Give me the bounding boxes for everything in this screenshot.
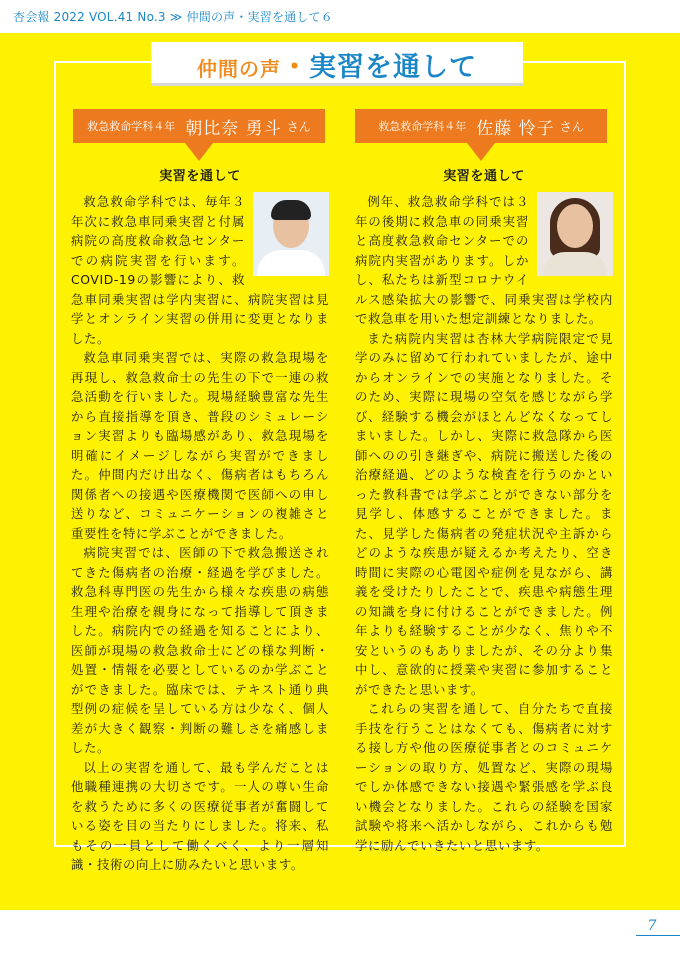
title-separator: ・ <box>281 52 309 83</box>
paragraph: 救急車同乗実習では、実際の救急現場を再現し、救急救命士の先生の下で一連の救急活動を行いました。現場経験豊富な先生から直接指導を頂き、普段のシミュレーション実習よりも臨場感があり、救急現場を明確にイメージしながら実習ができました。仲間内だけ出なく、傷病者はもちろん関係者への接遇や医療機関で医師への申し送りなど、コミュニケーションの複雑さと重要性を特に学ぶことができました。 <box>71 350 329 541</box>
nameplate-right <box>355 109 607 143</box>
portrait-photo <box>253 192 329 276</box>
title-part2: 実習を通して <box>309 52 477 83</box>
running-header: 杏会報 2022 VOL.41 No.3 ≫ 仲間の声・実習を通して６ <box>13 10 333 24</box>
department-label: 救急救命学科４年 <box>87 120 176 133</box>
honorific: さん <box>559 119 584 134</box>
nameplate-left <box>73 109 325 143</box>
page-title <box>197 45 477 84</box>
title-part1: 仲間の声 <box>197 57 281 81</box>
portrait-body <box>543 252 607 276</box>
portrait-photo <box>537 192 613 276</box>
paragraph: 病院実習では、医師の下で救急搬送されてきた傷病者の治療・経過を学びました。救急科専門医の先生から様々な疾患の病態生理や治療を親身になって指導して頂きました。病院内での経過を知ることにより、医師が現場の救急救命士にどの様な判断・処置・情報を必要としているのか学ぶことができました。臨床では、テキスト通り典型例の症候を呈している方は少なく、個人差が大きく観察・判断の難しさを痛感しました。 <box>71 545 329 755</box>
footer-rule <box>636 935 680 936</box>
student-name: 佐藤 怜子 <box>476 118 555 139</box>
portrait-body <box>257 250 325 276</box>
article-left <box>71 168 329 875</box>
paragraph: これらの実習を通して、自分たちで直接手技を行うことはなくても、傷病者に対する接し方や他の医療従事者とのコミュニケーションの取り方、処置など、実際の現場でしか体感できない接遇や緊張感を学ぶ良い機会となりました。これらの経験を国家試験や将来へ活かしながら、これからも勉学に励んでいきたいと思います。 <box>355 701 613 853</box>
title-box <box>151 42 523 86</box>
department-label: 救急救命学科４年 <box>378 120 467 133</box>
article-heading: 実習を通して <box>443 169 525 184</box>
portrait-face <box>557 204 593 248</box>
article-heading: 実習を通して <box>159 169 241 184</box>
paragraph: 以上の実習を通して、最も学んだことは他職種連携の大切さです。一人の尊い生命を救うために多くの医療従事者が奮闘している姿を目の当たりにしました。将来、私もその一員として働くべく、より一層知識・技術の向上に励みたいと思います。 <box>71 759 329 872</box>
portrait-hair <box>271 200 311 220</box>
page-number: 7 <box>647 918 657 934</box>
article-right <box>355 168 613 855</box>
paragraph: 例年、救急救命学科では３年の後期に救急車の同乗実習と高度救急救命センターでの病院内実習があります。しかし、私たちは新型コロナウイルス感染拡大の影響で、同乗実習は学校内で救急車を用いた想定訓練となりました。 <box>355 194 613 326</box>
paragraph: 救急救命学科では、毎年３年次に救急車同乗実習と付属病院の高度救命救急センターでの病院実習を行います。COVID-19の影響により、救急車同乗実習は学内実習に、病院実習は見学とオンライン実習の併用に変更となりました。 <box>71 194 329 346</box>
paragraph: また病院内実習は杏林大学病院限定で見学のみに留めて行われていましたが、途中からオンラインでの実施となりました。そのため、実際に現場の空気を感じながら学び、経験する機会がほとんどなくなってしまいました。しかし、実際に救急隊から医師へのの引き継ぎや、病院に搬送した後の治療経過、どのような検査を行うのかといった教科書では学ぶことができない部分を見学し、体感することができました。また、見学した傷病者の発症状況や主訴からどのような疾患が疑えるか考えたり、空き時間に実際の心電図や症例を見ながら、講義を受けたりしたことで、疾患や病態生理の知識を身に付けることができました。例年よりも経験することが少なく、焦りや不安というのもありましたが、その分より集中し、意欲的に授業や実習に参加することができたと思います。 <box>355 330 613 697</box>
student-name: 朝比奈 勇斗 <box>185 118 282 139</box>
honorific: さん <box>286 119 311 134</box>
